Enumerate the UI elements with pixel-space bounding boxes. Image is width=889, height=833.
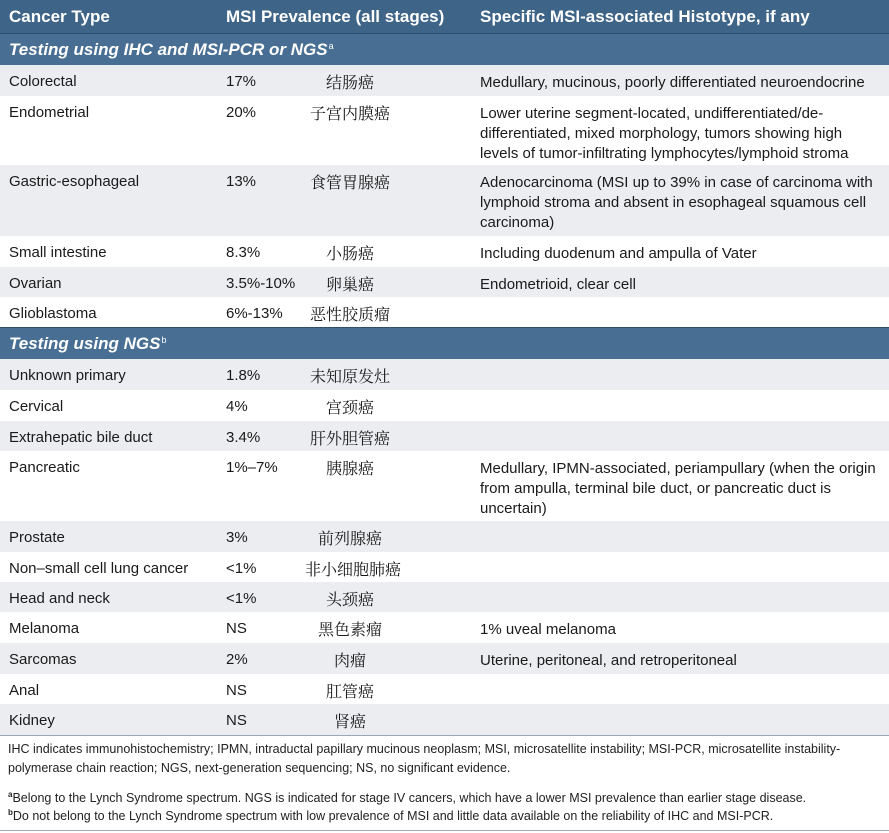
- footnote-b: [8, 803, 878, 826]
- msi-prevalence-cell: 3%: [226, 529, 248, 546]
- chinese-name-cell: 非小细胞肺癌: [305, 560, 402, 579]
- chinese-name-cell: 头颈癌: [325, 590, 374, 609]
- histotype-cell: Including duodenum and ampulla of Vater: [480, 245, 757, 262]
- msi-prevalence-cell: 8.3%: [226, 244, 261, 261]
- chinese-name-cell: 子宫内膜癌: [309, 104, 390, 123]
- table-row: [0, 297, 889, 327]
- histotype-cell: Adenocarcinoma (MSI up to 39% in case of carcinoma with lymphoid stroma and absent in esophageal squamous cell carcinoma): [480, 174, 873, 231]
- chinese-name-cell: 卵巢癌: [325, 275, 374, 294]
- cancer-type-cell: Head and neck: [9, 590, 110, 607]
- table-row: [0, 96, 889, 165]
- chinese-name-cell: 肾癌: [333, 712, 366, 731]
- cancer-type-cell: Ovarian: [9, 275, 62, 292]
- msi-prevalence-cell: 3.5%-10%: [226, 275, 296, 292]
- cancer-type-cell: Unknown primary: [9, 367, 126, 384]
- table-row: [0, 451, 889, 521]
- msi-prevalence-cell: 2%: [226, 651, 248, 668]
- histotype-cell: Uterine, peritoneal, and retroperitoneal: [480, 652, 737, 669]
- table-row: [0, 704, 889, 735]
- histotype-cell: 1% uveal melanoma: [480, 621, 616, 638]
- header-msi-prevalence: MSI Prevalence (all stages): [226, 7, 445, 26]
- footnote-text: Belong to the Lynch Syndrome spectrum. NGS is indicated for stage IV cancers, which have a lower MSI prevalence than earlier stage disease.: [12, 791, 807, 805]
- msi-prevalence-cell: 3.4%: [226, 429, 261, 446]
- table-row: [0, 390, 889, 421]
- table-row: [0, 236, 889, 267]
- chinese-name-cell: 前列腺癌: [317, 529, 382, 548]
- chinese-name-cell: 肉瘤: [333, 651, 366, 670]
- table-row: [0, 165, 889, 236]
- divider: [0, 735, 889, 736]
- chinese-name-cell: 结肠癌: [325, 73, 374, 92]
- divider: [0, 830, 889, 831]
- cancer-type-cell: Colorectal: [9, 73, 77, 90]
- cancer-type-cell: Glioblastoma: [9, 305, 97, 322]
- histotype-cell: Lower uterine segment-located, undifferentiated/de-differentiated, mixed morphology, tumors showing high levels of tumor-infiltrating lymphocytes/lymphoid stroma: [480, 105, 849, 162]
- table-row: [0, 552, 889, 582]
- table-row: [0, 359, 889, 390]
- table-row: [0, 582, 889, 612]
- footnote-marker: a: [8, 790, 13, 799]
- table-row: [0, 612, 889, 643]
- chinese-name-cell: 宫颈癌: [325, 398, 374, 417]
- chinese-name-cell: 未知原发灶: [309, 367, 390, 386]
- table-row: [0, 267, 889, 297]
- section-header-ihc-msi-pcr-ngs: [0, 33, 889, 65]
- msi-prevalence-cell: 13%: [226, 173, 257, 190]
- table-row: [0, 674, 889, 704]
- msi-prevalence-cell: 4%: [226, 398, 248, 415]
- cancer-type-cell: Melanoma: [9, 620, 80, 637]
- header-histotype: Specific MSI-associated Histotype, if any: [480, 7, 810, 26]
- chinese-name-cell: 恶性胶质瘤: [309, 305, 390, 324]
- msi-prevalence-cell: NS: [226, 712, 247, 729]
- cancer-type-cell: Sarcomas: [9, 651, 77, 668]
- msi-prevalence-cell: 6%-13%: [226, 305, 283, 322]
- table-row: [0, 65, 889, 96]
- msi-prevalence-cell: NS: [226, 620, 247, 637]
- footnote-abbreviations: IHC indicates immunohistochemistry; IPMN, intraductal papillary mucinous neoplasm; MSI, microsatellite instability; MSI-PCR, microsatellite instability-polymerase chain reaction; NGS, next-generation sequencing; NS, no significant evidence.: [8, 742, 841, 775]
- msi-prevalence-cell: 17%: [226, 73, 257, 90]
- table-row: [0, 521, 889, 552]
- chinese-name-cell: 肝外胆管癌: [309, 429, 390, 448]
- section-header-ngs: [0, 327, 889, 359]
- cancer-type-cell: Small intestine: [9, 244, 107, 261]
- footnote-marker: b: [8, 808, 13, 817]
- msi-prevalence-cell: NS: [226, 682, 247, 699]
- msi-prevalence-cell: 1%–7%: [226, 459, 278, 476]
- chinese-name-cell: 小肠癌: [325, 244, 374, 263]
- cancer-type-cell: Gastric-esophageal: [9, 173, 140, 190]
- chinese-name-cell: 胰腺癌: [325, 459, 374, 478]
- table-row: [0, 643, 889, 674]
- cancer-type-cell: Prostate: [9, 529, 65, 546]
- msi-prevalence-cell: <1%: [226, 590, 257, 607]
- histotype-cell: Endometrioid, clear cell: [480, 276, 636, 293]
- histotype-cell: Medullary, IPMN-associated, periampullary (when the origin from ampulla, terminal bile duct, or pancreatic duct is uncertain): [480, 460, 876, 517]
- footnote-text: Do not belong to the Lynch Syndrome spectrum with low prevalence of MSI and little data available on the reliability of IHC and MSI-PCR.: [12, 809, 774, 823]
- msi-prevalence-cell: 20%: [226, 104, 257, 121]
- header-cancer-type: Cancer Type: [9, 7, 110, 26]
- footnote-marker: b: [161, 335, 167, 345]
- table-header: [0, 0, 889, 33]
- footnote-marker: a: [328, 41, 334, 51]
- chinese-name-cell: 食管胃腺癌: [309, 173, 390, 192]
- cancer-type-cell: Extrahepatic bile duct: [9, 429, 153, 446]
- msi-prevalence-cell: 1.8%: [226, 367, 261, 384]
- cancer-type-cell: Endometrial: [9, 104, 90, 121]
- cancer-type-cell: Kidney: [9, 712, 55, 729]
- chinese-name-cell: 肛管癌: [325, 682, 374, 701]
- table-row: [0, 421, 889, 451]
- histotype-cell: Medullary, mucinous, poorly differentiated neuroendocrine: [480, 74, 865, 91]
- cancer-type-cell: Non–small cell lung cancer: [9, 560, 189, 577]
- chinese-name-cell: 黑色素瘤: [317, 620, 382, 639]
- section-title: Testing using IHC and MSI-PCR or NGS: [9, 40, 328, 59]
- cancer-type-cell: Anal: [9, 682, 40, 699]
- cancer-type-cell: Pancreatic: [9, 459, 80, 476]
- msi-prevalence-cell: <1%: [226, 560, 257, 577]
- section-title: Testing using NGS: [9, 334, 161, 353]
- cancer-type-cell: Cervical: [9, 398, 64, 415]
